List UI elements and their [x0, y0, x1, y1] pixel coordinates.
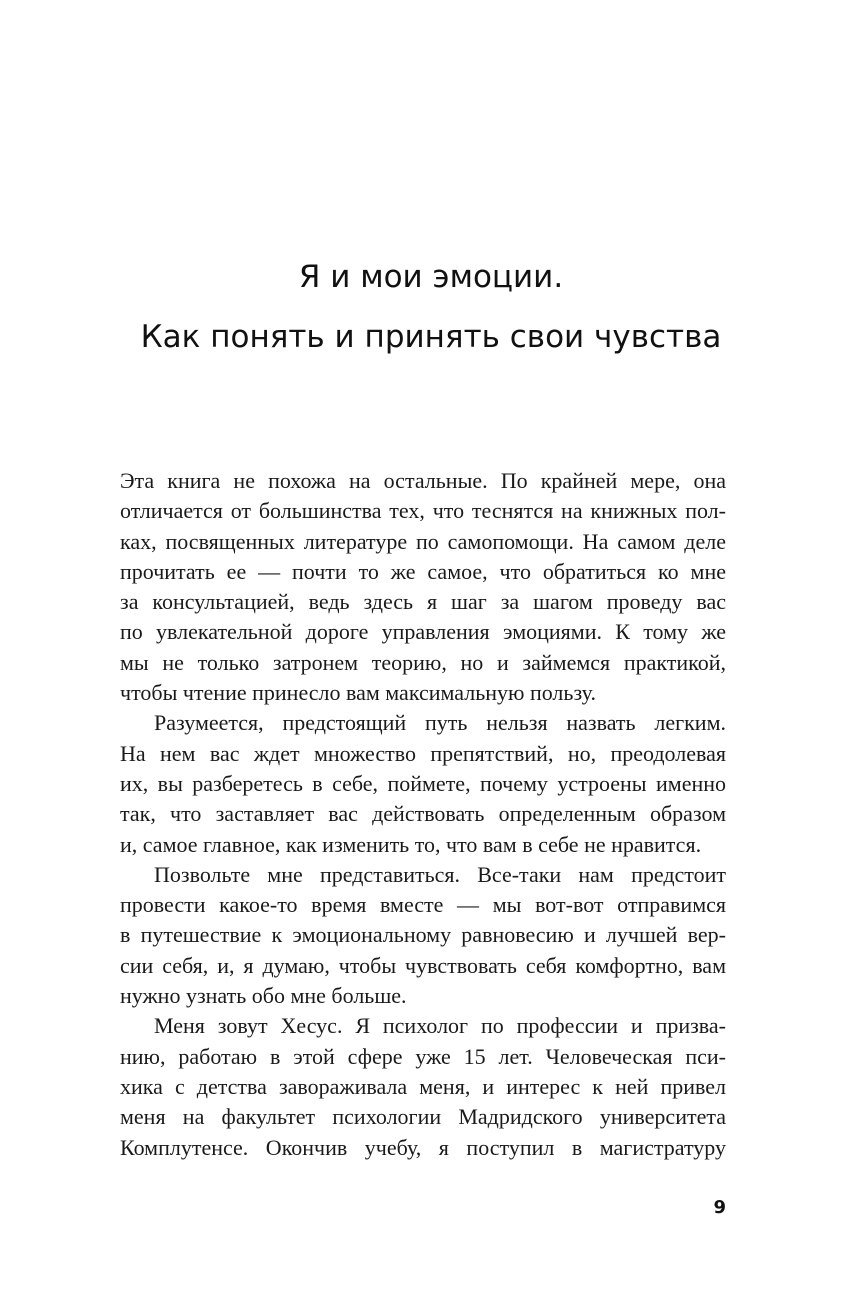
- text-line: провести какое-то время вместе — мы вот-вот отправимся: [120, 892, 726, 918]
- text-line: и, самое главное, как изменить то, что вам в себе не нравится.: [120, 831, 702, 857]
- text-line: нужно узнать обо мне больше.: [120, 983, 407, 1009]
- page-number: 9: [713, 1197, 726, 1218]
- chapter-title-line-2: Как понять и принять свои чувства: [140, 319, 722, 355]
- text-line: Разумеется, предстоящий путь нельзя назвать легким.: [154, 710, 726, 736]
- text-line: мы не только затронем теорию, но и займемся практикой,: [120, 649, 726, 675]
- text-line: так, что заставляет вас действовать определенным образом: [120, 801, 726, 827]
- text-line: их, вы разберетесь в себе, поймете, почему устроены именно: [120, 770, 726, 796]
- text-line: ках, посвященных литературе по самопомощи. На самом деле: [120, 528, 726, 554]
- text-line: Комплутенсе. Окончив учебу, я поступил в магистратуру: [120, 1134, 726, 1160]
- text-line: за консультацией, ведь здесь я шаг за шагом проведу вас: [120, 589, 726, 615]
- paragraph-3: [120, 860, 726, 1011]
- text-line: Меня зовут Хесус. Я психолог по профессии и призва-: [154, 1013, 726, 1039]
- chapter-title-line-1: Я и мои эмоции.: [298, 259, 564, 295]
- text-line: в путешествие к эмоциональному равновесию и лучшей вер-: [120, 922, 726, 948]
- text-line: хика с детства завораживала меня, и интерес к ней привел: [120, 1073, 726, 1099]
- text-line: отличается от большинства тех, что теснятся на книжных пол-: [120, 498, 726, 524]
- text-line: прочитать ее — почти то же самое, что обратиться ко мне: [120, 558, 726, 584]
- body-text: [120, 466, 726, 1163]
- text-line: меня на факультет психологии Мадридского университета: [120, 1104, 726, 1130]
- paragraph-4: [120, 1011, 726, 1162]
- text-line: нию, работаю в этой сфере уже 15 лет. Человеческая пси-: [120, 1043, 726, 1069]
- paragraph-1: [120, 466, 726, 708]
- text-line: чтобы чтение принесло вам максимальную пользу.: [120, 680, 596, 706]
- text-line: Эта книга не похожа на остальные. По крайней мере, она: [120, 468, 726, 493]
- text-line: Позвольте мне представиться. Все-таки нам предстоит: [154, 861, 726, 887]
- text-line: На нем вас ждет множество препятствий, но, преодолевая: [120, 740, 726, 766]
- text-line: сии себя, и, я думаю, чтобы чувствовать себя комфортно, вам: [120, 952, 726, 978]
- paragraph-2: [120, 708, 726, 859]
- text-line: по увлекательной дороге управления эмоциями. К тому же: [120, 619, 726, 645]
